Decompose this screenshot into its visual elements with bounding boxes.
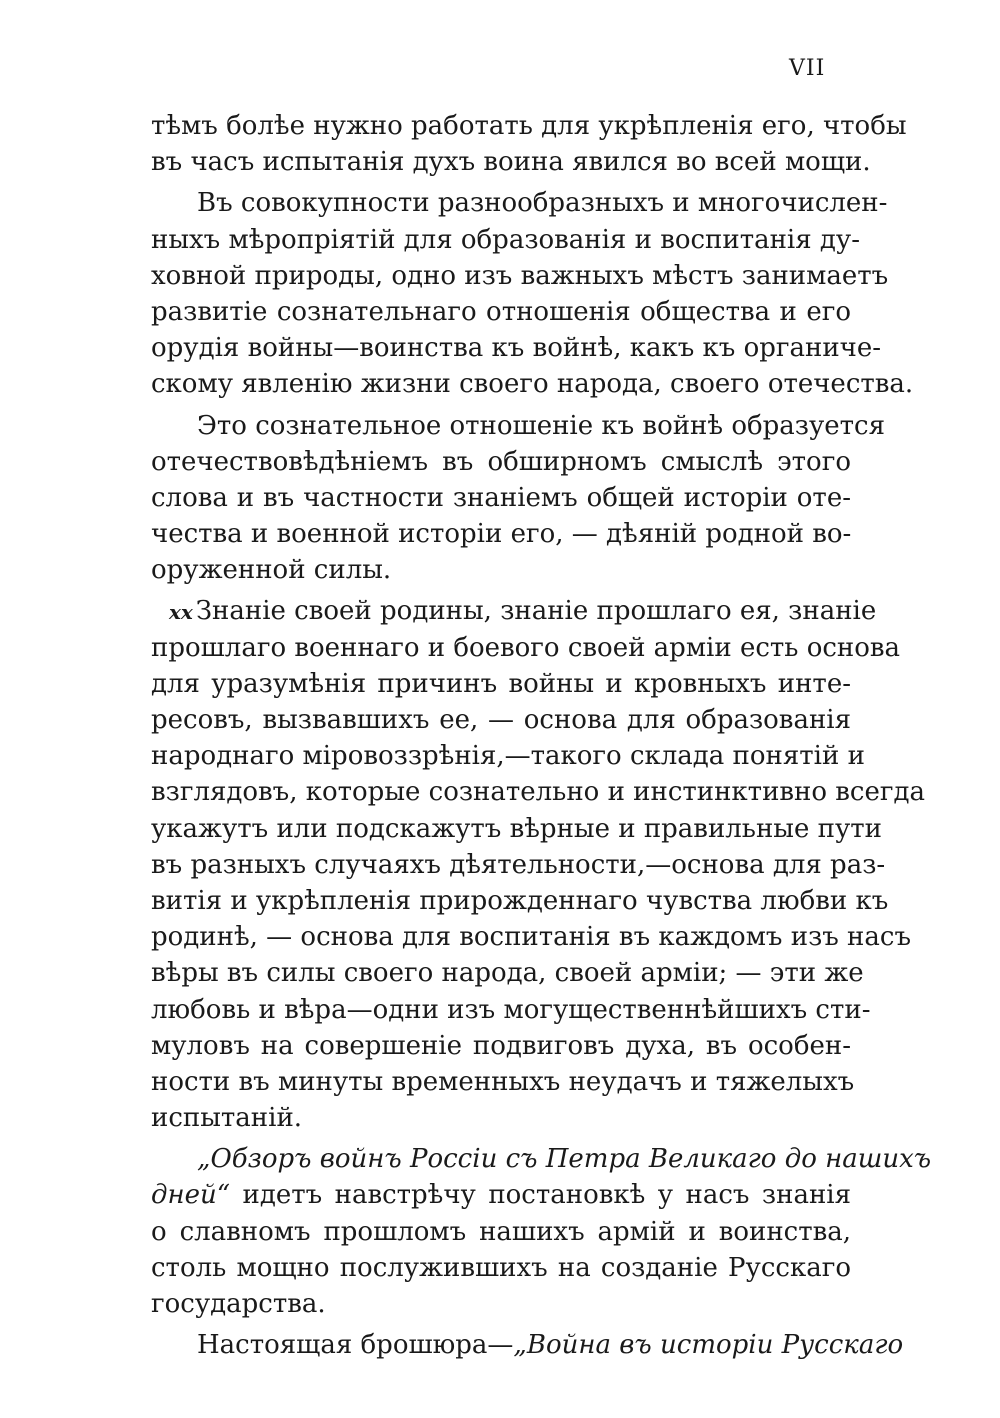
text-line-with-marker: [151, 593, 877, 629]
paragraph-1: [151, 108, 907, 180]
text-line: государства.: [151, 1289, 326, 1319]
book-title-end: дней“: [151, 1180, 231, 1211]
text-line: ныхъ мѣропріятій для образованія и воспитанія ду-: [151, 224, 860, 255]
text-line: родинѣ, — основа для воспитанія въ каждомъ изъ насъ: [151, 922, 911, 953]
text-line: Знаніе своей родины, знаніе прошлаго ея, знаніе: [195, 596, 877, 627]
margin-mark: xx: [169, 600, 193, 625]
paragraph-5: [151, 1141, 932, 1322]
text-line: для уразумѣнія причинъ войны и кровныхъ инте-: [151, 668, 851, 699]
text-line: народнаго міровоззрѣнія,—такого склада понятій и: [151, 741, 865, 772]
text-line: взглядовъ, которые сознательно и инстинктивно всегда: [151, 777, 925, 808]
text-line: о славномъ прошломъ нашихъ армій и воинства,: [151, 1216, 851, 1247]
text-line: столь мощно послужившихъ на созданіе Русскаго: [151, 1252, 851, 1283]
text-line: вѣры въ силы своего народа, своей арміи; — эти же: [151, 958, 864, 989]
text-line: орудія войны—воинства къ войнѣ, какъ къ органиче-: [151, 333, 882, 364]
text-line: Настоящая брошюра—: [197, 1330, 514, 1361]
text-line-mixed: [151, 1177, 851, 1213]
paragraph-3: [151, 408, 885, 589]
text-line: испытаній.: [151, 1103, 303, 1134]
text-line: ховной природы, одно изъ важныхъ мѣстъ занимаетъ: [151, 260, 889, 291]
text-line: витія и укрѣпленія прирожденнаго чувства любви къ: [151, 885, 889, 916]
text-line: въ разныхъ случаяхъ дѣятельности,—основа для раз-: [151, 849, 886, 880]
text-line: тѣмъ болѣе нужно работать для укрѣпленія его, чтобы: [151, 111, 907, 141]
text-line: укажутъ или подскажутъ вѣрные и правильные пути: [151, 813, 882, 844]
text-line: прошлаго военнаго и боевого своей арміи есть основа: [151, 632, 901, 663]
text-line: муловъ на совершеніе подвиговъ духа, въ особен-: [151, 1030, 851, 1061]
text-line: оруженной силы.: [151, 555, 392, 586]
book-title: „Война въ исторіи Русскаго: [513, 1330, 904, 1361]
text-line: развитіе сознательнаго отношенія общества и его: [151, 296, 851, 327]
text-line: слова и въ частности знаніемъ общей исторіи оте-: [151, 482, 851, 513]
text-line: ности въ минуты временныхъ неудачъ и тяжелыхъ: [151, 1066, 855, 1097]
book-title-line: „Обзоръ войнъ Россіи съ Петра Великаго до нашихъ: [197, 1144, 932, 1175]
text-line: Въ совокупности разнообразныхъ и многочислен-: [197, 188, 888, 219]
paragraph-6: [151, 1327, 904, 1363]
text-line: отечествовѣдѣніемъ въ обширномъ смыслѣ этого: [151, 446, 851, 477]
text-line: скому явленію жизни своего народа, своего отечества.: [151, 369, 914, 400]
text-line: любовь и вѣра—одни изъ могущественнѣйшихъ сти-: [151, 994, 871, 1025]
text-line: идетъ навстрѣчу постановкѣ у насъ знанія: [230, 1180, 851, 1211]
text-line: Это сознательное отношеніе къ войнѣ образуется: [197, 410, 885, 441]
page-number: VII: [789, 56, 826, 81]
text-line: въ часъ испытанія духъ воина явился во всей мощи.: [151, 147, 871, 178]
text-line: ресовъ, вызвавшихъ ее, — основа для образованія: [151, 705, 851, 735]
paragraph-2: [151, 185, 914, 402]
text-line-mixed: [151, 1327, 904, 1363]
paragraph-4: [151, 593, 925, 1136]
text-line: чества и военной исторіи его, — дѣяній родной во-: [151, 519, 852, 550]
document-body: [151, 108, 932, 1363]
